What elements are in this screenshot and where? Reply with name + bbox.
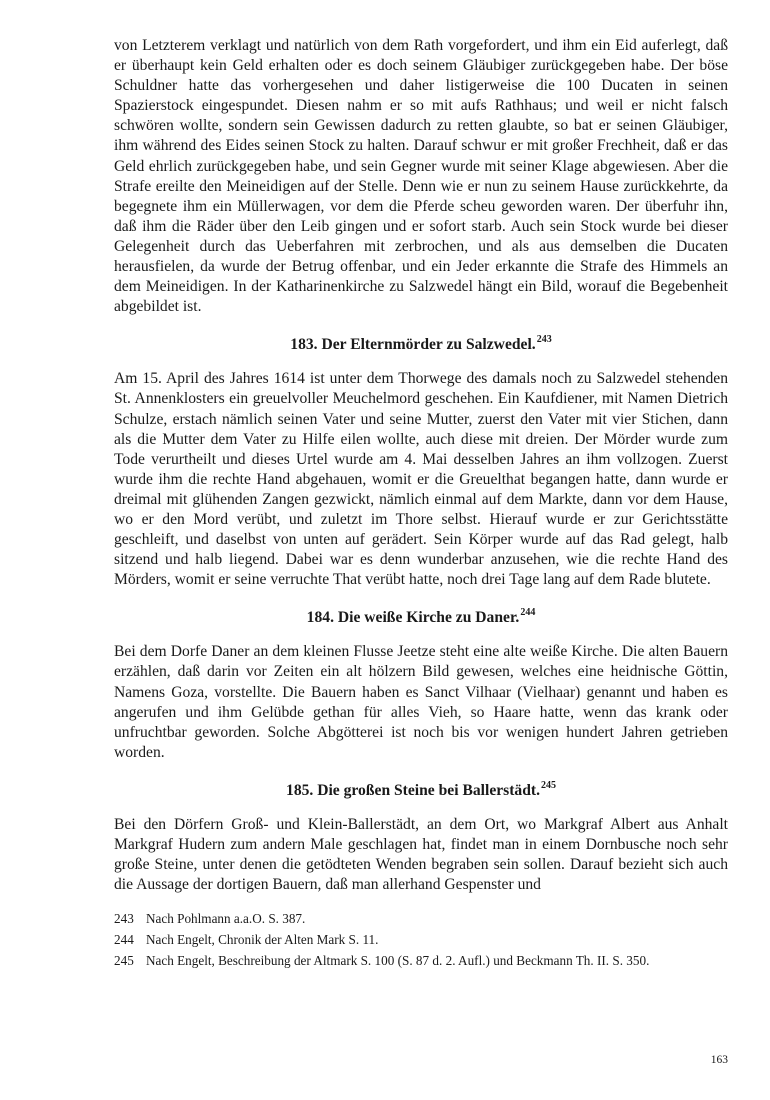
footnote-243 — [114, 909, 728, 929]
footnote-number: 245 — [114, 953, 134, 969]
footnote-text: Nach Engelt, Chronik der Alten Mark S. 11. — [146, 932, 379, 948]
heading-184 — [114, 608, 728, 628]
footnotes — [114, 909, 728, 971]
footnote-number: 243 — [114, 911, 134, 927]
heading-184-title: 184. Die weiße Kirche zu Daner. — [306, 609, 520, 627]
heading-183 — [114, 335, 728, 355]
heading-185 — [114, 781, 728, 801]
footnote-ref-245[interactable]: 245 — [540, 779, 556, 791]
heading-183-title: 183. Der Elternmörder zu Salzwedel. — [290, 336, 536, 354]
footnote-ref-243[interactable]: 243 — [536, 334, 552, 346]
paragraph-intro: von Letzterem verklagt und natürlich von dem Rath vorgefordert, und ihm ein Eid auferlegt, daß er überhaupt kein Geld erhalten oder es doch seinem Gläubiger zurückgegeben habe. Der böse Schuldner hatte das vorhergesehen und daher listigerweise die 100 Ducaten in seinen Spazierstock eingespundet. Diesen nahm er so mit aufs Rathhaus; und weil er nicht falsch schwören wollte, sondern sein Gewissen dadurch zu retten glaubte, so bat er seinen Gläubiger, ihm während des Eides seinen Stock zu halten. Darauf schwur er mit großer Frechheit, daß er das Geld ehrlich zurückgegeben habe, und sein Gegner wurde mit seiner Klage abgewiesen. Aber die Strafe ereilte den Meineidigen auf der Stelle. Denn wie er nun zu seinem Hause zurückkehrte, da begegnete ihm ein Müllerwagen, vor dem die Pferde scheu geworden waren. Der überfuhr ihn, daß ihm die Räder über den Leib gingen und er sofort starb. Auch sein Stock wurde bei dieser Gelegenheit durch das Ueberfahren mit zerbrochen, und als aus demselben die Ducaten herausfielen, da wurde der Betrug offenbar, und ein Jeder erkannte die Strafe des Himmels an dem Meineidigen. In der Katharinenkirche zu Salzwedel hängt ein Bild, worauf die Begebenheit abgebildet ist. — [114, 37, 728, 316]
page-body — [114, 36, 728, 972]
paragraph-185: Bei den Dörfern Groß- und Klein-Ballerstädt, an dem Ort, wo Markgraf Albert aus Anhalt Markgraf Hudern zum andern Male geschlagen hat, findet man in einem Dornbusche noch sehr große Steine, unter denen die getödteten Wenden begraben sein sollen. Darauf bezieht sich auch die Aussage der dortigen Bauern, daß man allerhand Gespenster und — [114, 815, 728, 894]
paragraph-184: Bei dem Dorfe Daner an dem kleinen Flusse Jeetze steht eine alte weiße Kirche. Die alten Bauern erzählen, daß darin vor Zeiten ein alt hölzern Bild gewesen, welches eine heidnische Göttin, Namens Goza, vorstellte. Die Bauern haben es Sanct Vilhaar (Vielhaar) genannt und haben es angerufen und ihm Gelübde gethan für alles Vieh, so Haare hatte, wenn das krank oder unfruchtbar geworden. Solche Abgötterei ist noch bis vor wenigen hundert Jahren getrieben worden. — [114, 643, 728, 761]
footnote-245 — [114, 951, 728, 971]
footnote-244 — [114, 930, 728, 950]
page-number: 163 — [710, 1054, 728, 1066]
heading-185-title: 185. Die großen Steine bei Ballerstädt. — [286, 781, 540, 799]
footnote-number: 244 — [114, 932, 134, 948]
footnote-ref-244[interactable]: 244 — [520, 607, 536, 619]
footnote-text: Nach Engelt, Beschreibung der Altmark S. 100 (S. 87 d. 2. Aufl.) und Beckmann Th. II. S. 350. — [146, 953, 650, 969]
footnote-text: Nach Pohlmann a.a.O. S. 387. — [146, 911, 306, 927]
paragraph-183: Am 15. April des Jahres 1614 ist unter dem Thorwege des damals noch zu Salzwedel stehenden St. Annenklosters ein greuelvoller Meuchelmord geschehen. Ein Kaufdiener, mit Namen Dietrich Schulze, erstach nämlich seinen Vater und seine Mutter, zuerst den Vater mit vier Stichen, dann als die Mutter dem Vater zu Hilfe eilen wollte, auch diese mit dreien. Der Mörder wurde zum Tode verurtheilt und dieses Urtel wurde am 4. Mai desselben Jahres an ihm vollzogen. Zuerst wurde ihm die rechte Hand abgehauen, womit er die Greuelthat begangen hatte, dann wurde er dreimal mit glühenden Zangen gezwickt, nämlich einmal auf dem Markte, dann vor dem Hause, wo er den Mord verübt, und zuletzt im Thore selbst. Hierauf wurde er zur Gerichtsstätte geschleift, und daselbst von unten auf gerädert. Sein Körper wurde auf das Rad gelegt, halb sitzend und halb liegend. Dabei war es denn wunderbar anzusehen, wie die rechte Hand des Mörders, womit er seine verruchte That verübt hatte, noch drei Tage lang auf dem Rade blutete. — [114, 370, 728, 589]
